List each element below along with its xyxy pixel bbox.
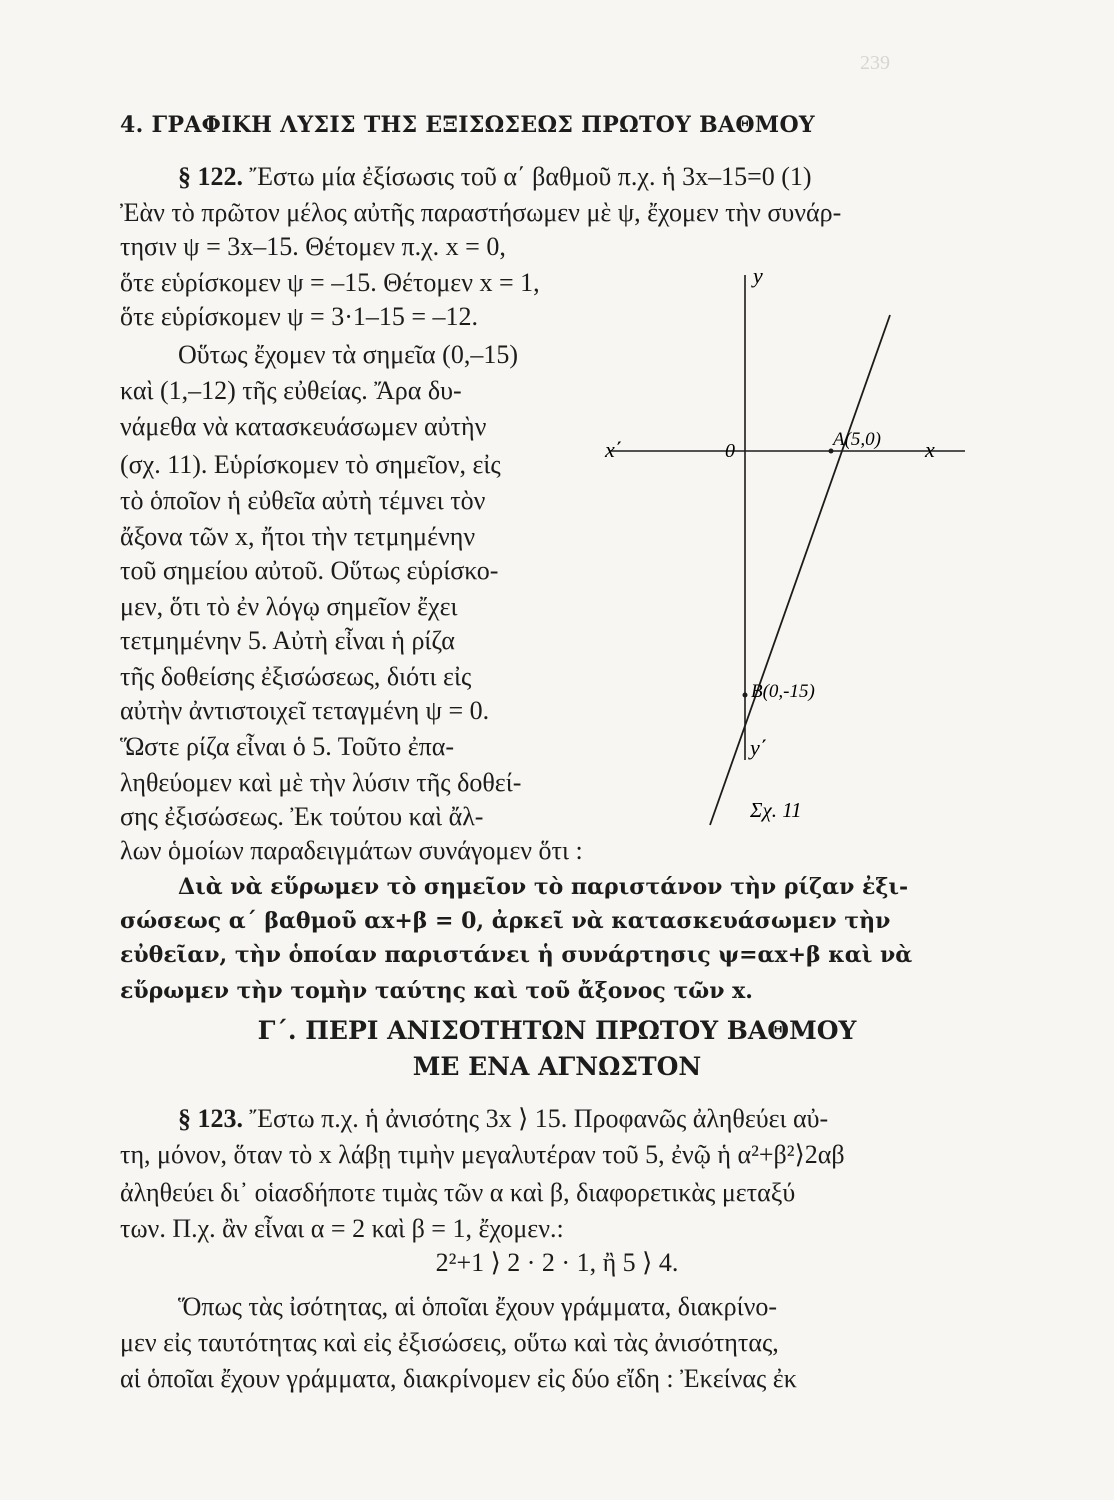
text-line: αὐτὴν ἀντιστοιχεῖ τεταγμένη ψ = 0. — [120, 696, 490, 725]
paragraph-123-line-1: § 123. Ἔστω π.χ. ἡ ἀνισότης 3x ⟩ 15. Προφανῶς ἀληθεύει αὐ- — [178, 1104, 829, 1133]
paragraph-number-122: § 122. — [178, 162, 243, 191]
rule-line: εὕρωμεν τὴν τομὴν ταύτης καὶ τοῦ ἄξονος τῶν x. — [120, 978, 753, 1004]
text-line: (σχ. 11). Εὑρίσκομεν τὸ σημεῖον, εἰς — [120, 450, 501, 479]
text-line: νάμεθα νὰ κατασκευάσωμεν αὐτὴν — [120, 412, 487, 441]
label-x: x — [925, 437, 935, 462]
text-line: τοῦ σημείου αὐτοῦ. Οὕτως εὑρίσκο- — [120, 556, 499, 585]
text-line: σης ἐξισώσεως. Ἐκ τούτου καὶ ἄλ- — [120, 802, 484, 831]
rule-line: σώσεως α΄ βαθμοῦ αx+β = 0, ἀρκεῖ νὰ κατασκευάσωμεν τὴν — [120, 908, 891, 934]
text-line: Ὅπως τὰς ἰσότητας, αἱ ὁποῖαι ἔχουν γράμματα, διακρίνο- — [178, 1292, 778, 1321]
section-heading-g-line-2: ΜΕ ΕΝΑ ΑΓΝΩΣΤΟΝ — [412, 1052, 702, 1081]
text-line: ὅτε εὑρίσκομεν ψ = –15. Θέτομεν x = 1, — [120, 268, 540, 297]
text-line: ληθεύομεν καὶ μὲ τὴν λύσιν τῆς δοθεί- — [120, 768, 522, 797]
rule-line: Διὰ νὰ εὕρωμεν τὸ σημεῖον τὸ παριστάνον τὴν ρίζαν ἐξι- — [178, 874, 909, 900]
text-line: των. Π.χ. ἂν εἶναι α = 2 καὶ β = 1, ἔχομεν.: — [120, 1214, 564, 1243]
text-line: ὅτε εὑρίσκομεν ψ = 3·1–15 = –12. — [120, 302, 479, 331]
text-line: τὸ ὁποῖον ἡ εὐθεῖα αὐτὴ τέμνει τὸν — [120, 486, 486, 515]
text-line: Οὕτως ἔχομεν τὰ σημεῖα (0,–15) — [178, 340, 518, 369]
text-line: Ὥστε ρίζα εἶναι ὁ 5. Τοῦτο ἐπα- — [120, 732, 455, 761]
label-origin: 0 — [725, 440, 735, 462]
text-line: Ἐὰν τὸ πρῶτον μέλος αὐτῆς παραστήσωμεν μὲ ψ, ἔχομεν τὴν συνάρ- — [120, 198, 842, 227]
label-y: y — [753, 263, 763, 288]
equation-line: 2²+1 ⟩ 2 · 2 · 1, ἢ 5 ⟩ 4. — [435, 1248, 679, 1277]
text-line: λων ὁμοίων παραδειγμάτων συνάγομεν ὅτι : — [120, 836, 583, 865]
point-b-marker — [743, 693, 748, 698]
section-heading-4: 4. ΓΡΑΦΙΚΗ ΛΥΣΙΣ ΤΗΣ ΕΞΙΣΩΣΕΩΣ ΠΡΩΤΟΥ ΒΑΘΜΟΥ — [120, 112, 815, 138]
text-line: ἀληθεύει δι᾽ οἱασδήποτε τιμὰς τῶν α καὶ β, διαφορετικὰς μεταξύ — [120, 1178, 796, 1207]
paragraph-122-line-1: § 122. Ἔστω μία ἐξίσωσις τοῦ α΄ βαθμοῦ π.χ. ἡ 3x–15=0 (1) — [178, 162, 812, 191]
text-line: καὶ (1,–12) τῆς εὐθείας. Ἄρα δυ- — [120, 376, 462, 405]
text-line: τησιν ψ = 3x–15. Θέτομεν π.χ. x = 0, — [120, 232, 506, 261]
label-y-prime: y΄ — [750, 735, 768, 760]
label-x-prime: x΄ — [605, 437, 623, 462]
label-point-a: A(5,0) — [833, 429, 882, 450]
figure-caption: Σχ. 11 — [750, 798, 802, 822]
text-line: τη, μόνον, ὅταν τὸ x λάβῃ τιμὴν μεγαλυτέραν τοῦ 5, ἐνῷ ἡ α²+β²⟩2αβ — [120, 1140, 845, 1169]
section-heading-g-line-1: Γ΄. ΠΕΡΙ ΑΝΙΣΟΤΗΤΩΝ ΠΡΩΤΟΥ ΒΑΘΜΟΥ — [257, 1016, 857, 1045]
text-line: ἄξονα τῶν x, ἤτοι τὴν τετμημένην — [120, 522, 476, 551]
text-line: μεν εἰς ταυτότητας καὶ εἰς ἐξισώσεις, οὕτω καὶ τὰς ἀνισότητας, — [120, 1328, 779, 1357]
figure-11 — [590, 255, 970, 835]
text-line: αἱ ὁποῖαι ἔχουν γράμματα, διακρίνομεν εἰς δύο εἴδη : Ἐκείνας ἐκ — [120, 1364, 797, 1393]
text-line: μεν, ὅτι τὸ ἐν λόγῳ σημεῖον ἔχει — [120, 592, 458, 621]
function-line — [710, 315, 890, 825]
label-point-b: B(0,-15) — [751, 681, 815, 702]
rule-line: εὐθεῖαν, τὴν ὁποίαν παριστάνει ἡ συνάρτησις ψ=αx+β καὶ νὰ — [120, 942, 913, 968]
paragraph-number-123: § 123. — [178, 1104, 243, 1133]
bleed-through-page-number: 239 — [860, 52, 890, 74]
text-line: τετμημένην 5. Αὐτὴ εἶναι ἡ ρίζα — [120, 626, 455, 655]
text-line: τῆς δοθείσης ἐξισώσεως, διότι εἰς — [120, 662, 472, 691]
